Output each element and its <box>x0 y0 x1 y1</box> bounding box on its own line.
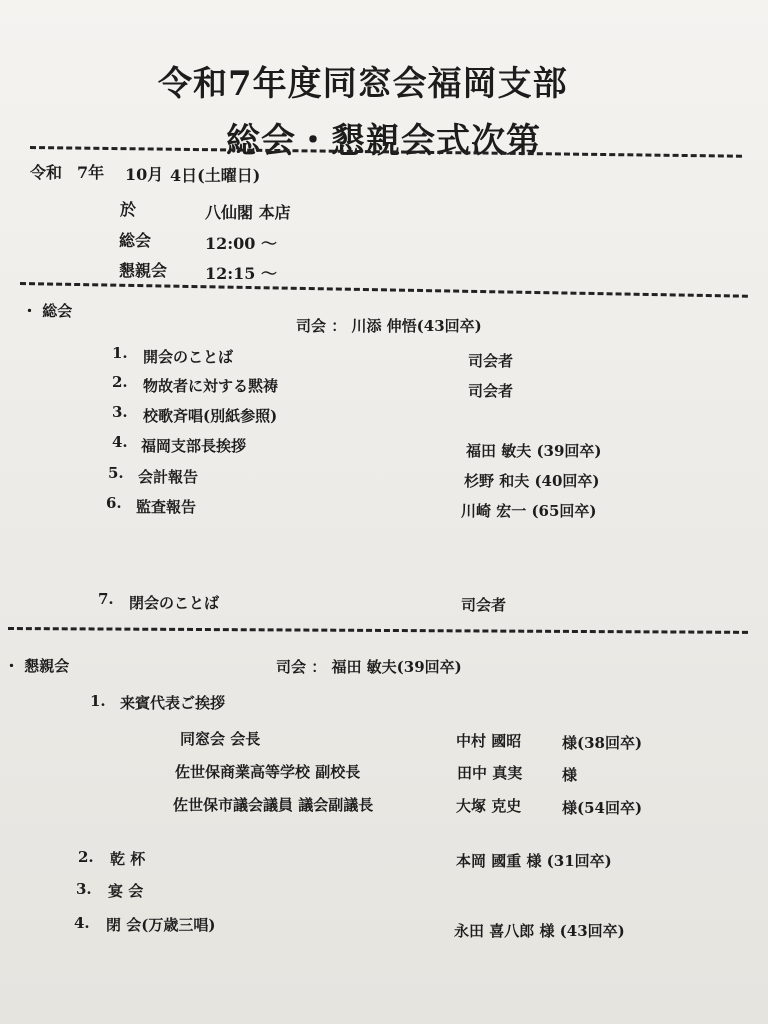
time-value-general: 12:00 ～ <box>205 234 278 253</box>
section-heading-social: ・ 懇親会 <box>4 657 70 675</box>
agenda-item: 監査報告 <box>136 498 197 516</box>
date-month: 10月 <box>125 165 164 184</box>
agenda-num: 7. <box>98 590 114 608</box>
time-label-general: 総会 <box>119 231 152 250</box>
guest-name: 田中 真実 <box>457 764 523 782</box>
agenda-person: 永田 喜八郎 様 (43回卒) <box>454 922 625 940</box>
agenda-item: 閉会のことば <box>129 594 220 612</box>
agenda-item: 宴 会 <box>108 882 144 900</box>
venue-label: 於 <box>120 200 137 219</box>
agenda-num: 2. <box>78 848 94 866</box>
page-title-line1: 令和7年度同窓会福岡支部 <box>158 64 568 104</box>
agenda-item: 乾 杯 <box>110 850 146 868</box>
agenda-item: 閉 会(万歳三唱) <box>106 916 216 934</box>
agenda-num: 6. <box>106 494 122 512</box>
general-mc: 司会 ： 川添 伸悟(43回卒) <box>296 317 482 335</box>
guest-role: 佐世保市議会議員 議会副議長 <box>173 796 374 814</box>
agenda-num: 3. <box>76 880 92 898</box>
agenda-person: 司会者 <box>468 352 514 370</box>
agenda-item: 会計報告 <box>138 468 199 486</box>
agenda-num: 2. <box>112 373 128 391</box>
agenda-person: 司会者 <box>461 596 507 614</box>
divider-before-social <box>8 627 748 634</box>
guest-name: 中村 國昭 <box>456 732 522 750</box>
bleed-through-text <box>330 250 344 270</box>
time-value-social: 12:15 ～ <box>205 264 278 283</box>
agenda-num: 4. <box>74 914 90 932</box>
agenda-num: 1. <box>90 692 106 710</box>
social-mc: 司会 ： 福田 敏夫(39回卒) <box>276 658 462 676</box>
agenda-person: 福田 敏夫 (39回卒) <box>466 442 602 460</box>
divider-after-times <box>20 282 748 298</box>
agenda-item: 校歌斉唱(別紙参照) <box>143 407 278 425</box>
agenda-person: 川崎 宏一 (65回卒) <box>461 502 597 520</box>
date-era: 令和 <box>30 163 63 182</box>
guest-name: 大塚 克史 <box>456 797 522 815</box>
agenda-person: 杉野 和夫 (40回卒) <box>464 472 600 490</box>
guest-honorific: 様(38回卒) <box>562 734 643 752</box>
agenda-person: 本岡 國重 様 (31回卒) <box>456 852 612 870</box>
venue-value: 八仙閣 本店 <box>205 203 291 222</box>
guest-role: 佐世保商業高等学校 副校長 <box>175 763 361 781</box>
agenda-num: 5. <box>108 464 124 482</box>
section-heading-general: ・ 総会 <box>22 302 73 320</box>
guest-honorific: 様 <box>562 766 578 784</box>
time-label-social: 懇親会 <box>119 261 168 280</box>
agenda-person: 司会者 <box>468 382 514 400</box>
agenda-item: 福岡支部長挨拶 <box>141 437 247 455</box>
agenda-num: 1. <box>112 344 128 362</box>
agenda-num: 3. <box>112 403 128 421</box>
page-title-line2: 総会・懇親会式次第 <box>226 121 541 161</box>
agenda-item: 物故者に対する黙祷 <box>143 377 279 395</box>
date-day: 4日(土曜日) <box>170 166 261 185</box>
guest-role: 同窓会 会長 <box>180 730 261 748</box>
date-year: 7年 <box>77 163 105 182</box>
agenda-item: 開会のことば <box>143 348 234 366</box>
agenda-num: 4. <box>112 433 128 451</box>
guest-honorific: 様(54回卒) <box>562 799 643 817</box>
agenda-item: 来賓代表ご挨拶 <box>120 694 226 712</box>
